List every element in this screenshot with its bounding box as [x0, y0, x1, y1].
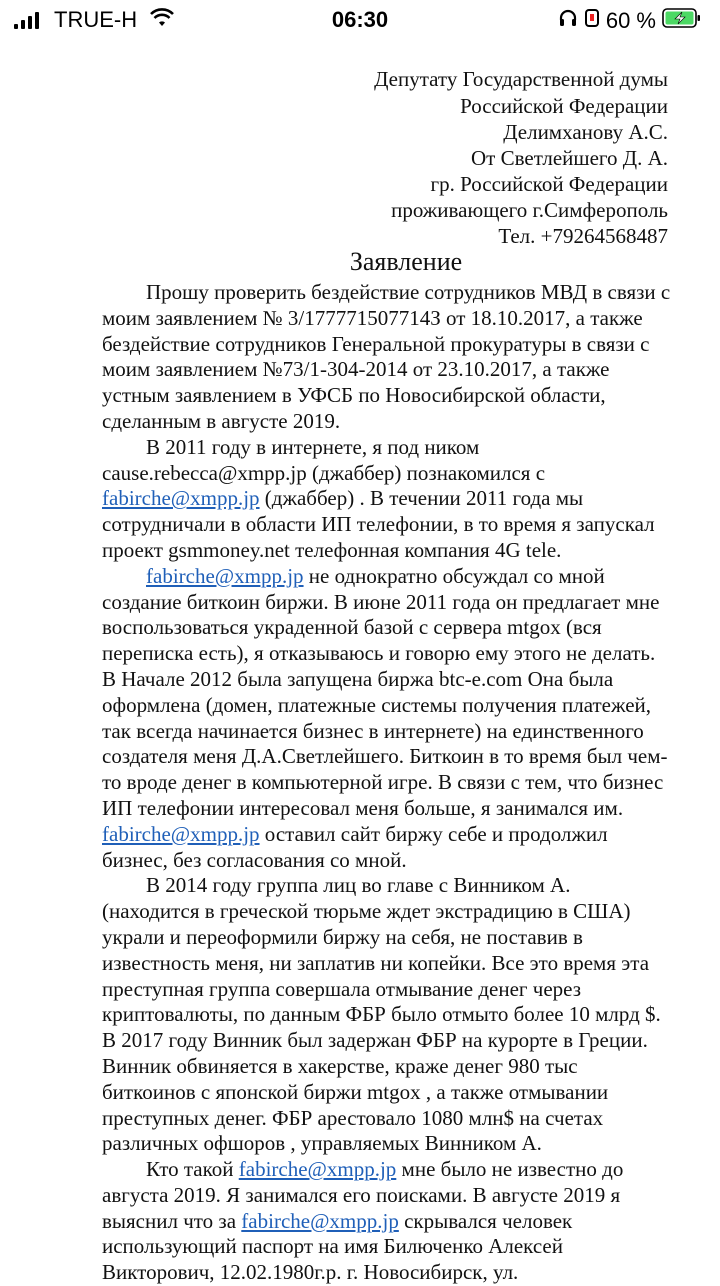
paragraph: Прошу проверить бездействие сотрудников МВД в связи с моим заявлением № 3/177771507714З от 18.10.2017, а также бездействие сотрудников Генеральной прокуратуры в связи с моим заявлением №73/1-304-2014 от 23.10.2017, а также устным заявлением в УФСБ по Новосибирской области, сделанным в августе 2019.	[102, 280, 671, 433]
clock: 06:30	[331, 7, 389, 32]
alarm-icon	[584, 7, 600, 35]
addressee-line: Российской Федерации	[460, 94, 668, 118]
document-title: Заявление	[349, 247, 463, 276]
paragraph-text: оставил сайт биржу себе и продолжил бизнес, без согласования со мной.	[102, 821, 608, 872]
paragraph: В 2014 году группа лиц во главе с Винником А. (находится в греческой тюрьме ждет экстрадицию в США) украли и переоформили биржу на себя, не поставив в известность меня, ни заплатив ни копейки. Все это время эта преступная группа совершала отмывание денег через криптовалюты, по данным ФБР было отмыто более 10 млрд $. В 2017 году Винник был задержан ФБР на курорте в Греции. Винник обвиняется в хакерстве, краже денег 980 тыс биткоинов с японской биржи mtgox , а также отмывании преступных денег. ФБР арестовало 1080 млн$ на счетах различных офшоров , управляемых Винником А.	[102, 873, 661, 1156]
paragraph-text: мне было не известно до августа 2019. Я занимался его поисками. В августе 2019 я выяснил что за	[102, 1157, 624, 1233]
email-link[interactable]: fabirche@xmpp.jp	[102, 486, 260, 511]
paragraph-text: В 2011 году в интернете, я под ником cause.rebecca@xmpp.jp (джаббер) познакомился с	[102, 434, 546, 485]
status-right	[558, 7, 702, 35]
document-body	[102, 280, 672, 1286]
email-link[interactable]: fabirche@xmpp.jp	[146, 563, 304, 588]
addressee-line: Депутату Государственной думы	[374, 67, 668, 91]
paragraph-text: (джаббер) . В течении 2011 года мы сотрудничали в области ИП телефонии, в то время я запускал проект gsmmoney.net телефонная компания 4G tele.	[102, 486, 655, 562]
sender-line: проживающего г.Симферополь	[391, 198, 668, 222]
email-link[interactable]: fabirche@xmpp.jp	[241, 1208, 399, 1233]
phone-line: Тел. +79264568487	[498, 224, 668, 248]
email-link[interactable]: fabirche@xmpp.jp	[102, 821, 260, 846]
paragraph-text: не однократно обсуждал со мной создание биткоин биржи. В июне 2011 года он предлагает мне воспользоваться украденной базой с сервера mtgox (вся переписка есть), я отказываюсь и говорю ему этого не делать. В Начале 2012 была запущена биржа btc-e.com Она была оформлена (домен, платежные системы получения платежей, так всегда начинается бизнес в интернете) на единственного создателя меня Д.А.Светлейшего. Биткоин в то время был чем-то вроде денег в компьютерной игре. В связи с тем, что бизнес ИП телефонии интересовал меня больше, я занимался им.	[102, 563, 668, 820]
sender-line: гр. Российской Федерации	[430, 172, 668, 196]
email-link[interactable]: fabirche@xmpp.jp	[238, 1157, 397, 1182]
carrier-label: TRUE-H	[54, 7, 138, 32]
status-bar	[0, 0, 720, 40]
addressee-line: Делимханову А.С.	[503, 120, 668, 144]
battery-icon	[662, 7, 702, 35]
paragraph	[102, 1157, 672, 1286]
paragraph	[102, 435, 672, 564]
paragraph	[102, 564, 672, 874]
paragraph-text: Кто такой	[146, 1157, 239, 1182]
paragraph-text: скрывался человек использующий паспорт на имя Билюченко Алексей Викторович, 12.02.1980г.р. г. Новосибирск, ул.	[102, 1208, 573, 1285]
sender-line: От Светлейшего Д. А.	[471, 146, 668, 170]
battery-percent: 60 %	[605, 8, 656, 33]
headphones-icon	[558, 8, 578, 34]
